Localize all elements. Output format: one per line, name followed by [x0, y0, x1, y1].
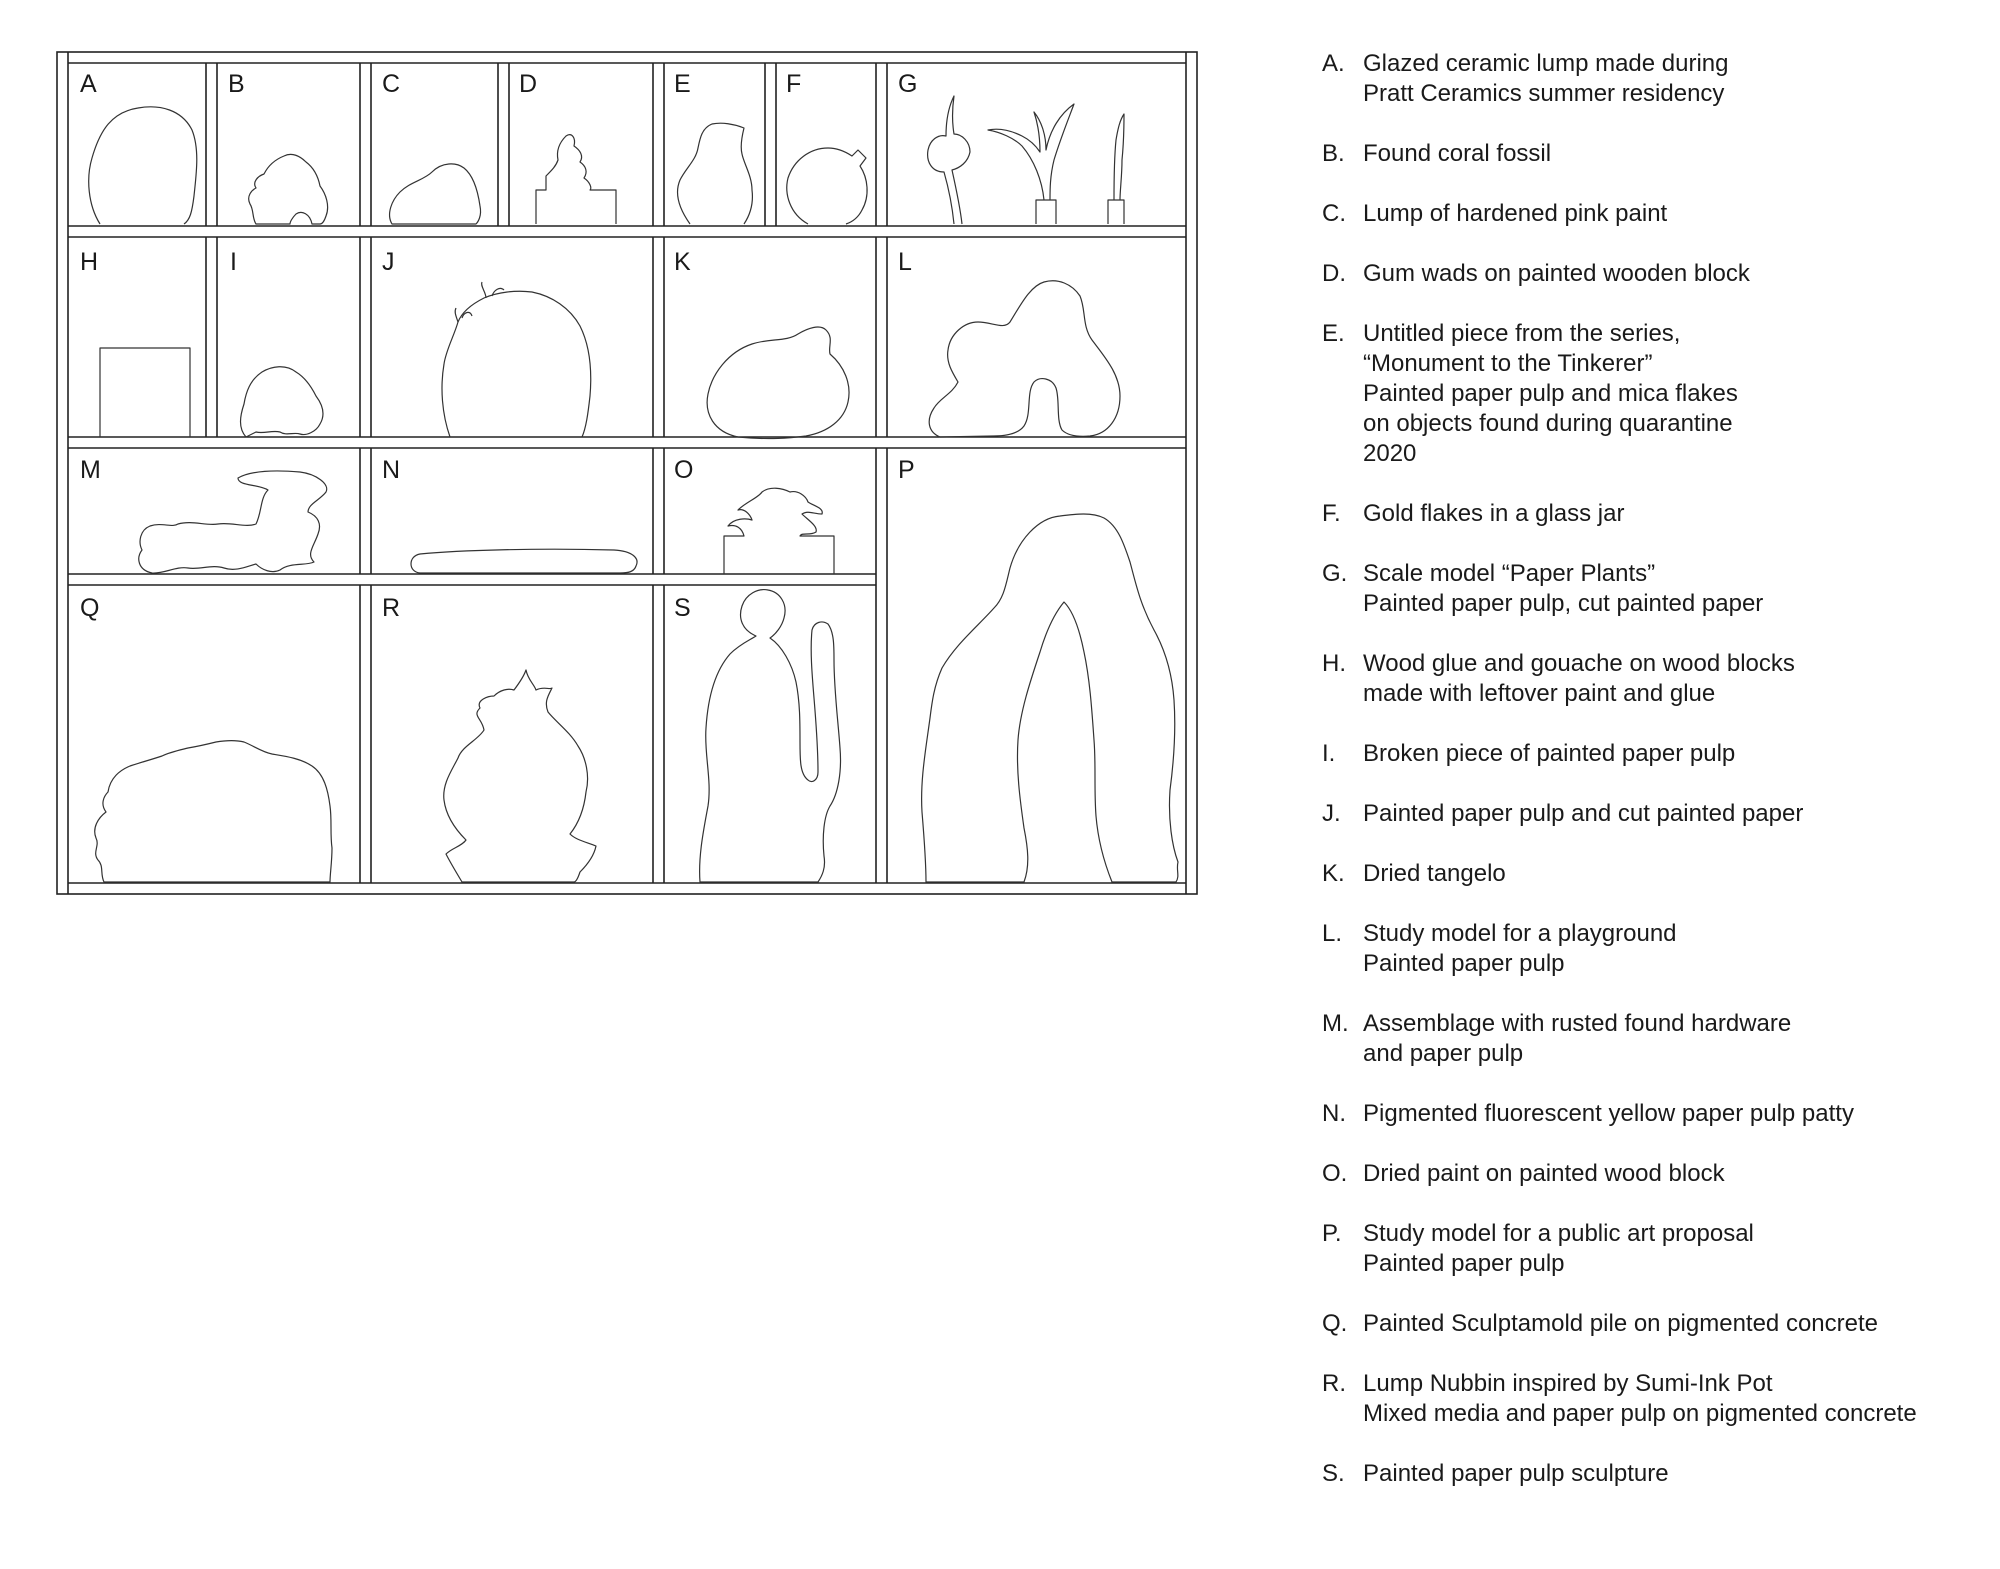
- legend-text: Gum wads on painted wooden block: [1363, 260, 1750, 287]
- legend-key: I.: [1322, 740, 1336, 767]
- legend-text: Study model for a playground Painted paper pulp: [1363, 920, 1677, 977]
- object-l-playground: [929, 281, 1120, 437]
- legend-item-p: [1322, 1219, 1982, 1279]
- object-i-broken-pulp: [241, 367, 323, 437]
- legend-text: Painted paper pulp and cut painted paper: [1363, 800, 1804, 827]
- legend-text: Pigmented fluorescent yellow paper pulp patty: [1363, 1100, 1854, 1127]
- legend-item-f: [1322, 499, 1982, 529]
- legend-item-e: [1322, 319, 1982, 469]
- legend-text: Untitled piece from the series, “Monument to the Tinkerer” Painted paper pulp and mica flakes on objects found during quarantine 2020: [1363, 320, 1738, 467]
- legend-key: E.: [1322, 320, 1345, 347]
- legend-item-m: [1322, 1009, 1982, 1069]
- object-r-ink-pot: [444, 670, 596, 882]
- label-g: G: [898, 70, 918, 98]
- object-b-coral-fossil: [249, 154, 328, 224]
- object-m-hardware: [139, 471, 327, 573]
- legend-key: F.: [1322, 500, 1341, 527]
- legend-key: D.: [1322, 260, 1346, 287]
- object-q-sculptamold: [95, 741, 332, 883]
- legend-key: S.: [1322, 1460, 1345, 1487]
- label-o: O: [674, 456, 694, 484]
- legend-item-c: [1322, 199, 1982, 229]
- object-a-ceramic-lump: [89, 107, 197, 224]
- legend-text: Dried paint on painted wood block: [1363, 1160, 1725, 1187]
- label-a: A: [80, 70, 97, 98]
- object-f-glass-jar: [787, 148, 867, 224]
- label-i: I: [230, 248, 237, 276]
- legend-text: Lump of hardened pink paint: [1363, 200, 1668, 227]
- legend-text: Scale model “Paper Plants” Painted paper pulp, cut painted paper: [1363, 560, 1764, 617]
- object-j-pulp-shape: [442, 291, 591, 437]
- shelf-diagram: [0, 0, 1250, 940]
- object-p-arch: [922, 514, 1178, 882]
- legend-text: Wood glue and gouache on wood blocks made with leftover paint and glue: [1363, 650, 1795, 707]
- object-o-paint-block: [724, 488, 834, 574]
- legend-item-d: [1322, 259, 1982, 289]
- legend-text: Study model for a public art proposal Painted paper pulp: [1363, 1220, 1754, 1277]
- legend-key: P.: [1322, 1220, 1342, 1247]
- label-q: Q: [80, 594, 100, 622]
- legend-item-n: [1322, 1099, 1982, 1129]
- label-m: M: [80, 456, 101, 484]
- legend-item-i: [1322, 739, 1982, 769]
- legend-key: N.: [1322, 1100, 1346, 1127]
- object-c-paint-lump: [390, 164, 481, 224]
- legend-item-b: [1322, 139, 1982, 169]
- label-n: N: [382, 456, 401, 484]
- legend-text: Dried tangelo: [1363, 860, 1506, 887]
- legend-key: G.: [1322, 560, 1348, 587]
- object-s-sculpture: [700, 590, 841, 882]
- object-n-pulp-patty: [411, 549, 637, 573]
- legend-item-o: [1322, 1159, 1982, 1189]
- object-h-wood-blocks: [100, 348, 190, 437]
- legend-key: C.: [1322, 200, 1346, 227]
- label-j: J: [382, 248, 395, 276]
- legend-key: K.: [1322, 860, 1345, 887]
- label-s: S: [674, 594, 691, 622]
- legend-key: J.: [1322, 800, 1341, 827]
- object-d-gum-block: [536, 135, 616, 224]
- legend-key: O.: [1322, 1160, 1348, 1187]
- label-d: D: [519, 70, 538, 98]
- legend-key: M.: [1322, 1010, 1349, 1037]
- object-k-tangelo: [707, 327, 849, 438]
- label-k: K: [674, 248, 691, 276]
- label-f: F: [786, 70, 802, 98]
- legend-item-l: [1322, 919, 1982, 979]
- label-c: C: [382, 70, 401, 98]
- legend-key: B.: [1322, 140, 1345, 167]
- legend-text: Assemblage with rusted found hardware and paper pulp: [1363, 1010, 1792, 1067]
- legend-key: R.: [1322, 1370, 1346, 1397]
- legend-item-s: [1322, 1459, 1982, 1489]
- legend-item-g: [1322, 559, 1982, 619]
- label-l: L: [898, 248, 912, 276]
- legend-item-r: [1322, 1369, 1982, 1429]
- label-r: R: [382, 594, 401, 622]
- shelf-frame: [57, 52, 1197, 894]
- legend-text: Broken piece of painted paper pulp: [1363, 740, 1736, 767]
- label-p: P: [898, 456, 915, 484]
- legend-item-a: [1322, 49, 1982, 109]
- label-b: B: [228, 70, 245, 98]
- legend-key: Q.: [1322, 1310, 1348, 1337]
- legend-item-h: [1322, 649, 1982, 709]
- legend-item-q: [1322, 1309, 1982, 1339]
- legend-text: Painted Sculptamold pile on pigmented concrete: [1363, 1310, 1878, 1337]
- legend-text: Gold flakes in a glass jar: [1363, 500, 1625, 527]
- legend-list: [1322, 49, 1982, 1519]
- object-e-monument: [678, 123, 753, 224]
- legend-key: H.: [1322, 650, 1346, 677]
- label-e: E: [674, 70, 691, 98]
- legend-item-j: [1322, 799, 1982, 829]
- legend-key: A.: [1322, 50, 1345, 77]
- legend-key: L.: [1322, 920, 1343, 947]
- legend-text: Painted paper pulp sculpture: [1363, 1460, 1669, 1487]
- label-h: H: [80, 248, 99, 276]
- legend-text: Lump Nubbin inspired by Sumi-Ink Pot Mixed media and paper pulp on pigmented concrete: [1363, 1370, 1917, 1427]
- object-g-paper-plants: [928, 96, 1124, 224]
- legend-item-k: [1322, 859, 1982, 889]
- legend-text: Found coral fossil: [1363, 140, 1552, 167]
- legend-text: Glazed ceramic lump made during Pratt Ceramics summer residency: [1363, 50, 1729, 107]
